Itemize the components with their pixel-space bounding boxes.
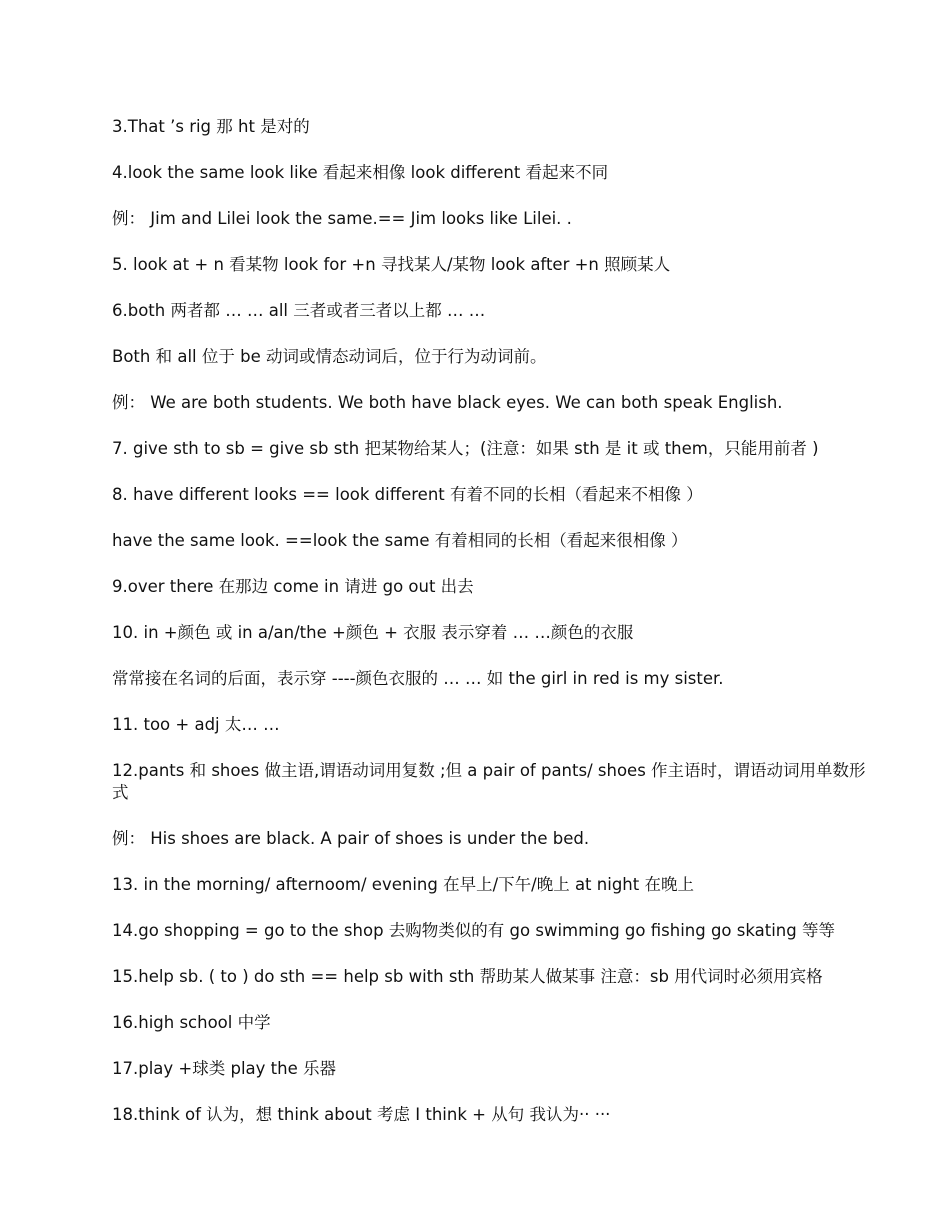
- example-line-6: 例： We are both students. We both have black eyes. We can both speak English.: [112, 393, 783, 412]
- note-line-3: 3.That ’s rig 那 ht 是对的: [112, 117, 310, 136]
- example-line-12: 例： His shoes are black. A pair of shoes is under the bed.: [112, 829, 590, 848]
- note-line-10-detail: 常常接在名词的后面，表示穿 ----颜色衣服的 … … 如 the girl in red is my sister.: [112, 669, 724, 688]
- note-line-11: 11. too + adj 太… …: [112, 715, 280, 734]
- note-line-16: 16.high school 中学: [112, 1013, 271, 1032]
- note-line-6-detail: Both 和 all 位于 be 动词或情态动词后，位于行为动词前。: [112, 347, 547, 366]
- note-line-9: 9.over there 在那边 come in 请进 go out 出去: [112, 577, 474, 596]
- note-line-15: 15.help sb. ( to ) do sth == help sb with sth 帮助某人做某事 注意：sb 用代词时必须用宾格: [112, 967, 823, 986]
- note-line-4: 4.look the same look like 看起来相像 look different 看起来不同: [112, 163, 609, 182]
- note-line-6: 6.both 两者都 … … all 三者或者三者以上都 … …: [112, 301, 486, 320]
- note-line-8: 8. have different looks == look different 有着不同的长相（看起来不相像 ）: [112, 485, 703, 504]
- note-line-14: 14.go shopping = go to the shop 去购物类似的有 go swimming go fishing go skating 等等: [112, 921, 835, 940]
- note-line-12: 12.pants 和 shoes 做主语,谓语动词用复数 ;但 a pair of pants/ shoes 作主语时，谓语动词用单数形式: [112, 761, 866, 802]
- note-line-7: 7. give sth to sb = give sb sth 把某物给某人；(注意：如果 sth 是 it 或 them，只能用前者 ): [112, 439, 819, 458]
- example-line-4: 例： Jim and Lilei look the same.== Jim looks like Lilei. .: [112, 209, 572, 228]
- note-line-18: 18.think of 认为，想 think about 考虑 I think + 从句 我认为·· ···: [112, 1105, 611, 1124]
- note-line-10: 10. in +颜色 或 in a/an/the +颜色 + 衣服 表示穿着 … …颜色的衣服: [112, 623, 634, 642]
- note-line-5: 5. look at + n 看某物 look for +n 寻找某人/某物 look after +n 照顾某人: [112, 255, 671, 274]
- note-line-17: 17.play +球类 play the 乐器: [112, 1059, 336, 1078]
- note-line-13: 13. in the morning/ afternoom/ evening 在早上/下午/晚上 at night 在晚上: [112, 875, 694, 894]
- note-line-8-detail: have the same look. ==look the same 有着相同的长相（看起来很相像 ）: [112, 531, 688, 550]
- document-page: [112, 116, 912, 1150]
